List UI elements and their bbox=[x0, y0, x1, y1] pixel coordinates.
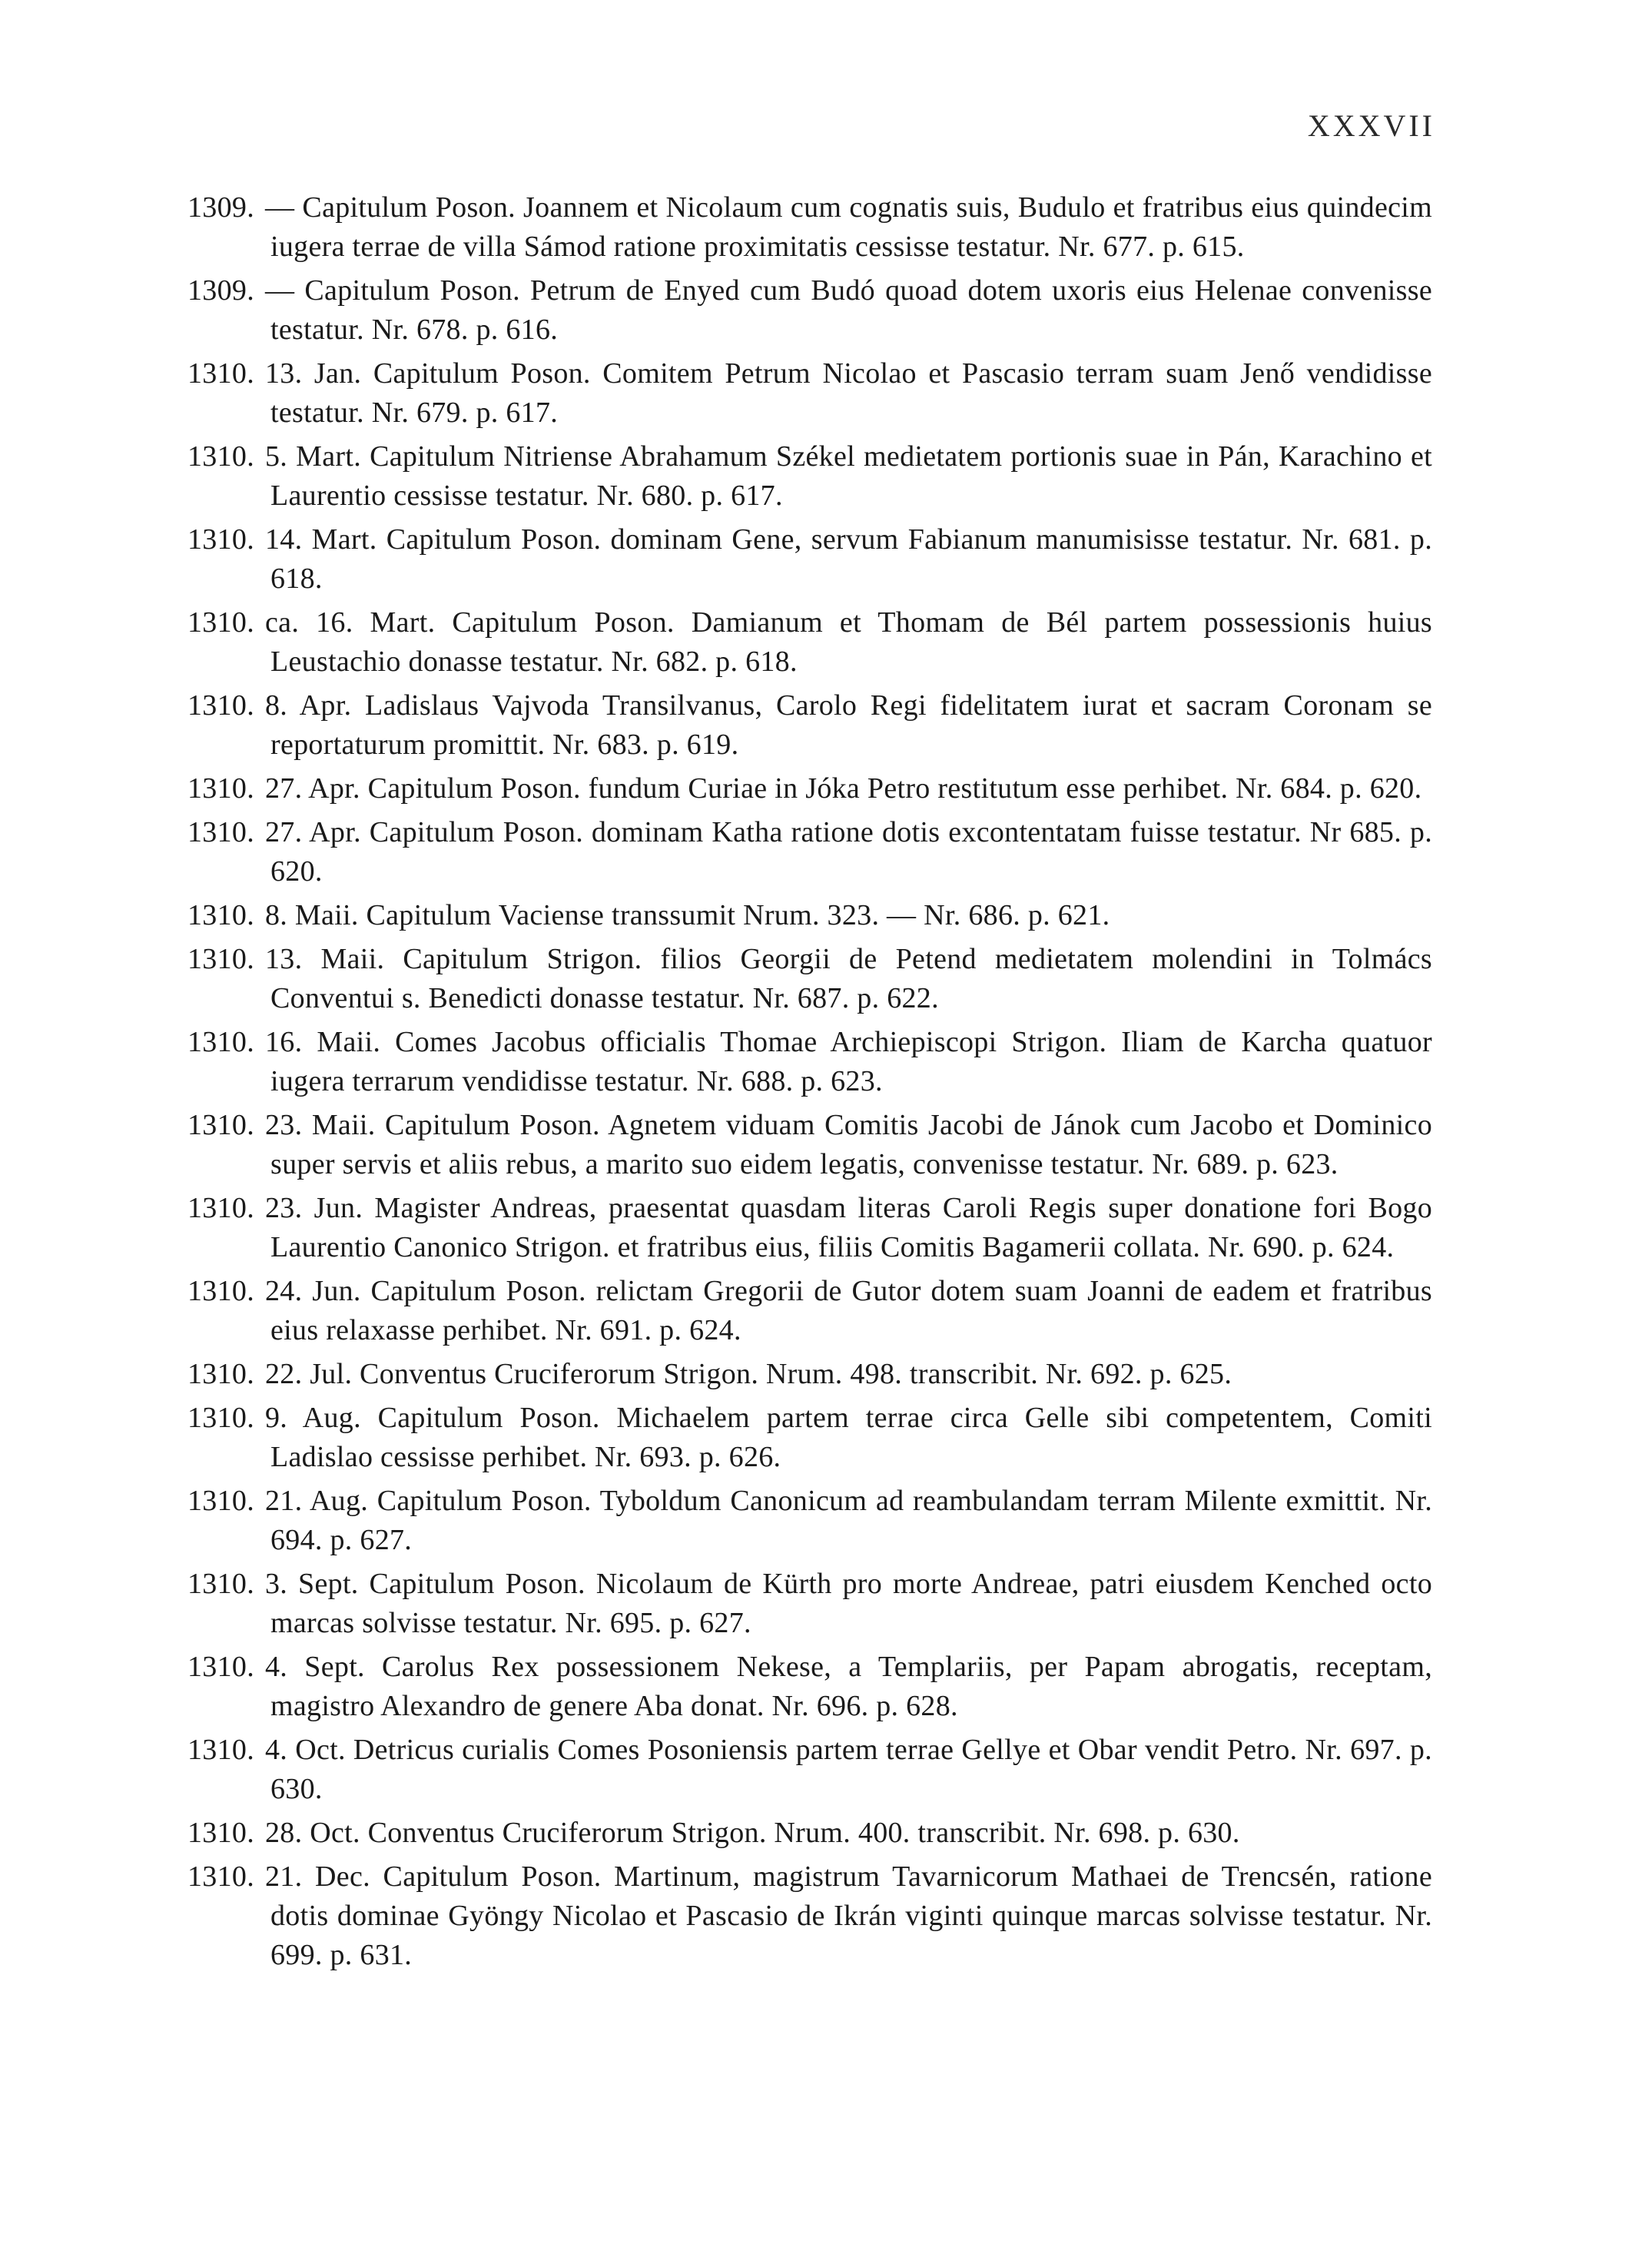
entry-year: 1309. bbox=[187, 191, 254, 224]
entry bbox=[187, 813, 1432, 891]
entry bbox=[187, 1814, 1432, 1853]
entry-text: 3. Sept. Capitulum Poson. Nicolaum de Kürth pro morte Andreae, patri eiusdem Kenched octo marcas solvisse testatur. Nr. 695. p. 627. bbox=[265, 1568, 1432, 1639]
entry-text: 23. Jun. Magister Andreas, praesentat quasdam literas Caroli Regis super donatione fori Bogo Laurentio Canonico Strigon. et fratribus eius, filiis Comitis Bagamerii collata. Nr. 690. p. 624. bbox=[265, 1192, 1432, 1263]
entry-year: 1310. bbox=[187, 1568, 254, 1600]
entry-text: 14. Mart. Capitulum Poson. dominam Gene, servum Fabianum manumisisse testatur. Nr. 681. p. 618. bbox=[265, 523, 1432, 595]
entry bbox=[187, 603, 1432, 682]
entry-year: 1310. bbox=[187, 1358, 254, 1390]
entry-text: 8. Apr. Ladislaus Vajvoda Transilvanus, Carolo Regi fidelitatem iurat et sacram Coronam se reportaturum promittit. Nr. 683. p. 619. bbox=[265, 689, 1432, 761]
entry-year: 1310. bbox=[187, 1109, 254, 1141]
entry-year: 1310. bbox=[187, 1860, 254, 1893]
entry-year: 1310. bbox=[187, 1402, 254, 1434]
entry bbox=[187, 354, 1432, 433]
entry-text: 13. Maii. Capitulum Strigon. filios Georgii de Petend medietatem molendini in Tolmács Conventui s. Benedicti donasse testatur. Nr. 687. p. 622. bbox=[265, 943, 1432, 1014]
entry-text: — Capitulum Poson. Joannem et Nicolaum cum cognatis suis, Budulo et fratribus eius quindecim iugera terrae de villa Sámod ratione proximitatis cessisse testatur. Nr. 677. p. 615. bbox=[265, 191, 1432, 263]
entry-year: 1310. bbox=[187, 1651, 254, 1683]
entry-text: 21. Aug. Capitulum Poson. Tyboldum Canonicum ad reambulandam terram Milente exmittit. Nr. 694. p. 627. bbox=[265, 1485, 1432, 1556]
entry-year: 1310. bbox=[187, 440, 254, 473]
entry-year: 1310. bbox=[187, 523, 254, 556]
entry bbox=[187, 1648, 1432, 1726]
entry-text: 4. Sept. Carolus Rex possessionem Nekese, a Templariis, per Papam abrogatis, receptam, magistro Alexandro de genere Aba donat. Nr. 696. p. 628. bbox=[265, 1651, 1432, 1722]
entry-year: 1310. bbox=[187, 816, 254, 848]
entry bbox=[187, 1857, 1432, 1975]
entry-year: 1310. bbox=[187, 1192, 254, 1224]
page-number: XXXVII bbox=[1307, 108, 1435, 143]
entry bbox=[187, 520, 1432, 599]
entry bbox=[187, 1731, 1432, 1809]
entry bbox=[187, 1106, 1432, 1184]
entry-text: 4. Oct. Detricus curialis Comes Posoniensis partem terrae Gellye et Obar vendit Petro. Nr. 697. p. 630. bbox=[265, 1734, 1432, 1805]
entry bbox=[187, 437, 1432, 516]
entry-text: ca. 16. Mart. Capitulum Poson. Damianum et Thomam de Bél partem possessionis huius Leustachio donasse testatur. Nr. 682. p. 618. bbox=[265, 606, 1432, 678]
entry-text: 13. Jan. Capitulum Poson. Comitem Petrum Nicolao et Pascasio terram suam Jenő vendidisse testatur. Nr. 679. p. 617. bbox=[265, 357, 1432, 429]
entry-text: 9. Aug. Capitulum Poson. Michaelem partem terrae circa Gelle sibi competentem, Comiti Ladislao cessisse perhibet. Nr. 693. p. 626. bbox=[265, 1402, 1432, 1473]
entry-year: 1310. bbox=[187, 772, 254, 805]
entry bbox=[187, 1355, 1432, 1394]
entry-text: 5. Mart. Capitulum Nitriense Abrahamum Székel medietatem portionis suae in Pán, Karachino et Laurentio cessisse testatur. Nr. 680. p. 617. bbox=[265, 440, 1432, 512]
entry-year: 1310. bbox=[187, 689, 254, 722]
entry-text: 28. Oct. Conventus Cruciferorum Strigon. Nrum. 400. transcribit. Nr. 698. p. 630. bbox=[265, 1817, 1240, 1849]
entry bbox=[187, 271, 1432, 350]
entry-text: 16. Maii. Comes Jacobus officialis Thomae Archiepiscopi Strigon. Iliam de Karcha quatuor iugera terrarum vendidisse testatur. Nr. 688. p. 623. bbox=[265, 1026, 1432, 1097]
entry-year: 1310. bbox=[187, 943, 254, 975]
entries-list bbox=[187, 188, 1432, 1980]
entry-year: 1310. bbox=[187, 1485, 254, 1517]
entry bbox=[187, 1023, 1432, 1101]
entry-year: 1310. bbox=[187, 899, 254, 931]
entry bbox=[187, 686, 1432, 765]
entry bbox=[187, 1399, 1432, 1477]
entry-year: 1310. bbox=[187, 1026, 254, 1058]
entry-text: 27. Apr. Capitulum Poson. dominam Katha ratione dotis excontentatam fuisse testatur. Nr 685. p. 620. bbox=[265, 816, 1432, 888]
entry-text: 22. Jul. Conventus Cruciferorum Strigon. Nrum. 498. transcribit. Nr. 692. p. 625. bbox=[265, 1358, 1232, 1390]
entry bbox=[187, 1272, 1432, 1350]
entry-text: 27. Apr. Capitulum Poson. fundum Curiae in Jóka Petro restitutum esse perhibet. Nr. 684. p. 620. bbox=[265, 772, 1422, 805]
entry-year: 1310. bbox=[187, 357, 254, 390]
entry bbox=[187, 1482, 1432, 1560]
entry-text: 24. Jun. Capitulum Poson. relictam Gregorii de Gutor dotem suam Joanni de eadem et fratribus eius relaxasse perhibet. Nr. 691. p. 624. bbox=[265, 1275, 1432, 1346]
entry-year: 1310. bbox=[187, 1734, 254, 1766]
entry-year: 1309. bbox=[187, 274, 254, 307]
entry-year: 1310. bbox=[187, 1817, 254, 1849]
entry-text: 21. Dec. Capitulum Poson. Martinum, magistrum Tavarnicorum Mathaei de Trencsén, ratione dotis dominae Gyöngy Nicolao et Pascasio de Ikrán viginti quinque marcas solvisse testatur. Nr. 699. p. 631. bbox=[265, 1860, 1432, 1971]
entry-year: 1310. bbox=[187, 1275, 254, 1307]
entry bbox=[187, 188, 1432, 267]
entry bbox=[187, 940, 1432, 1018]
entry bbox=[187, 1565, 1432, 1643]
entry bbox=[187, 1189, 1432, 1267]
entry bbox=[187, 896, 1432, 935]
entry-text: 8. Maii. Capitulum Vaciense transsumit Nrum. 323. — Nr. 686. p. 621. bbox=[265, 899, 1110, 931]
entry-text: — Capitulum Poson. Petrum de Enyed cum Budó quoad dotem uxoris eius Helenae convenisse testatur. Nr. 678. p. 616. bbox=[265, 274, 1432, 346]
entry-text: 23. Maii. Capitulum Poson. Agnetem viduam Comitis Jacobi de Jánok cum Jacobo et Dominico super servis et aliis rebus, a marito suo eidem legatis, convenisse testatur. Nr. 689. p. 623. bbox=[265, 1109, 1432, 1180]
entry-year: 1310. bbox=[187, 606, 254, 639]
entry bbox=[187, 769, 1432, 808]
